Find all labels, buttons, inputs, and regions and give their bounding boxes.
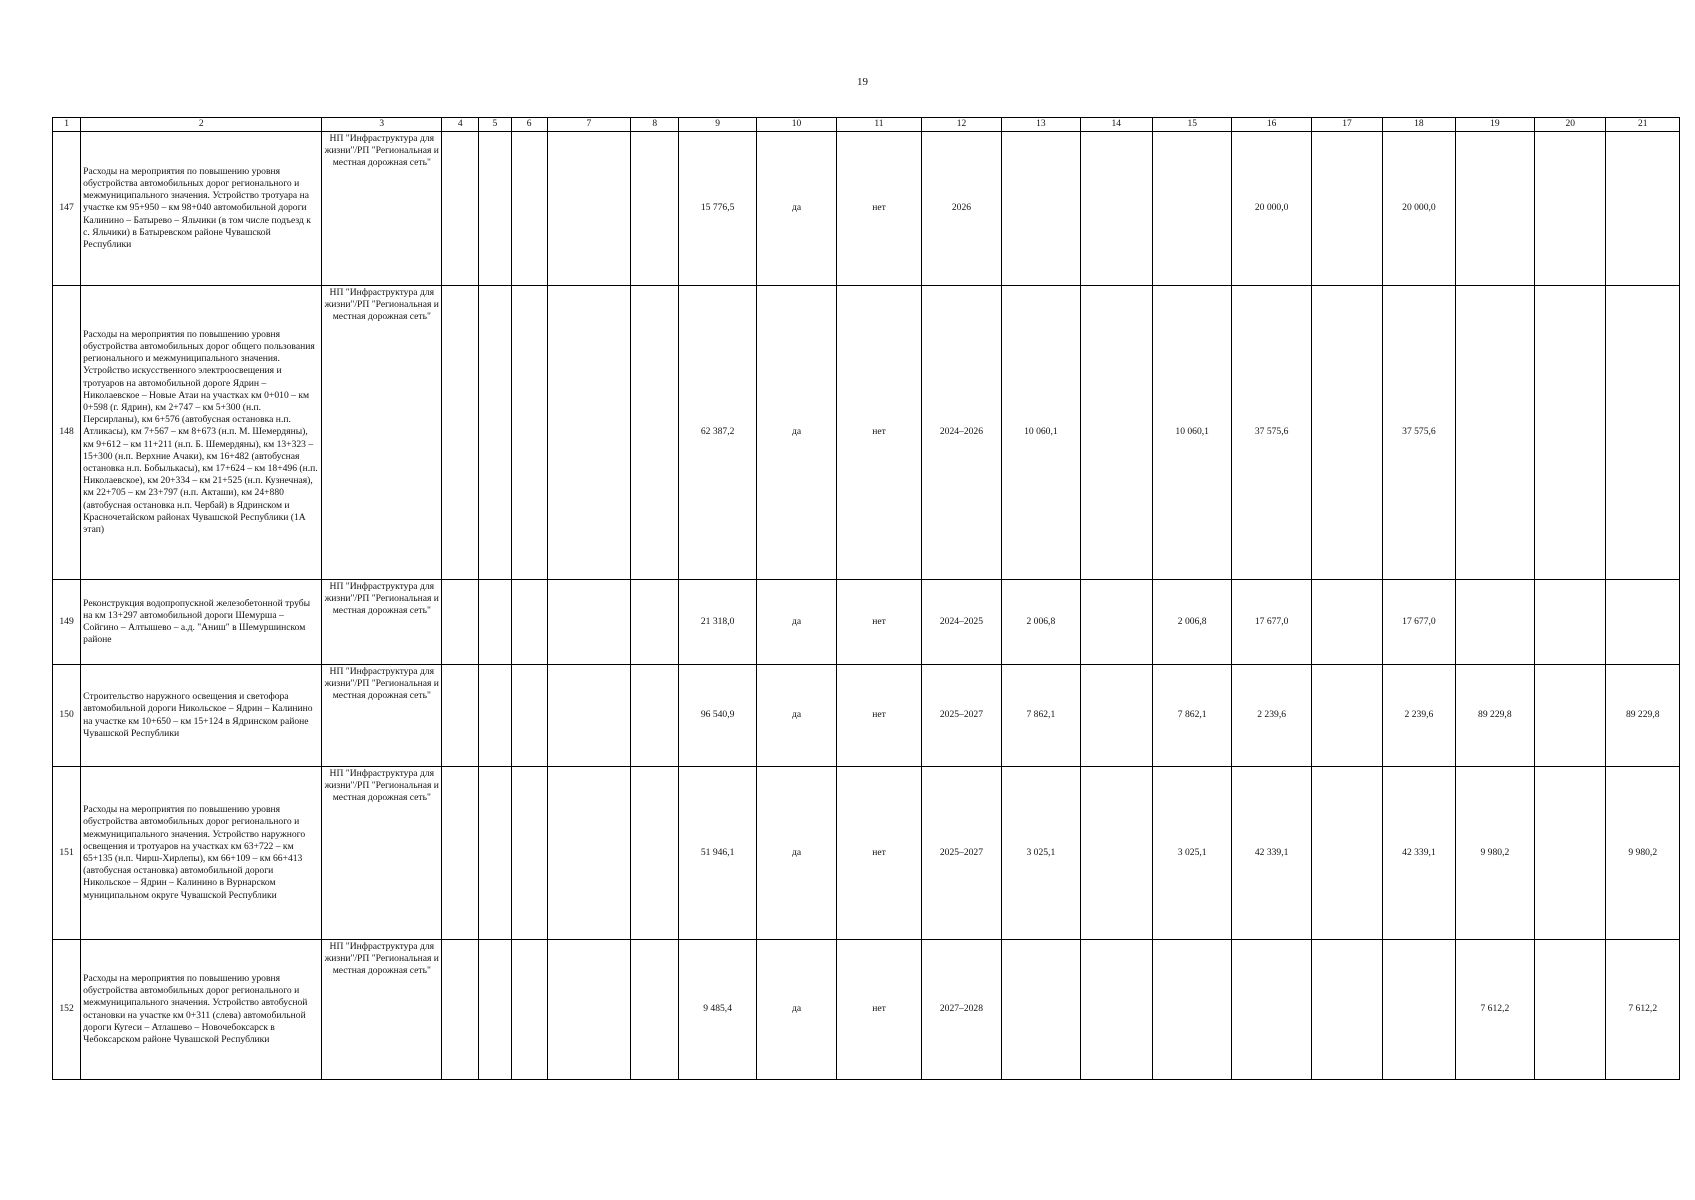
cell — [511, 665, 547, 767]
cell-col11: нет — [837, 580, 921, 665]
cell — [479, 132, 511, 286]
table-row — [53, 940, 1680, 1080]
cell-col10: да — [756, 665, 836, 767]
cell-col15: 2 006,8 — [1152, 580, 1231, 665]
cell-col11: нет — [837, 286, 921, 580]
cell-col11: нет — [837, 665, 921, 767]
row-number: 151 — [53, 767, 81, 940]
activity-description: Строительство наружного освещения и светофора автомобильной дороги Никольское – Ядрин – Калинино на участке км 10+650 – км 15+124 в Ядринском районе Чувашской Республики — [81, 665, 322, 767]
cell-col15: 3 025,1 — [1152, 767, 1231, 940]
cell-col19 — [1455, 132, 1534, 286]
project-name: НП "Инфраструктура для жизни"/РП "Региональная и местная дорожная сеть" — [322, 286, 442, 580]
column-number-row — [53, 118, 1680, 132]
column-header: 2 — [81, 118, 322, 132]
cell — [442, 767, 479, 940]
row-number: 147 — [53, 132, 81, 286]
column-header: 11 — [837, 118, 921, 132]
cell — [1535, 132, 1606, 286]
cell-col16: 17 677,0 — [1232, 580, 1311, 665]
cell-col15: 7 862,1 — [1152, 665, 1231, 767]
cell — [547, 580, 630, 665]
cell — [547, 132, 630, 286]
cell — [1535, 665, 1606, 767]
column-header: 1 — [53, 118, 81, 132]
cell — [1080, 665, 1152, 767]
cell — [479, 665, 511, 767]
cell — [1311, 940, 1382, 1080]
column-header: 4 — [442, 118, 479, 132]
cell-col11: нет — [837, 132, 921, 286]
cell — [1080, 940, 1152, 1080]
cell — [442, 665, 479, 767]
activity-description: Расходы на мероприятия по повышению уровня обустройства автомобильных дорог общего пользования регионального и межмуниципального значения. Устройство искусственного электроосвещения и тротуаров на автомобильной дороге Ядрин – Николаевское – Новые Атаи на участках км 0+010 – км 0+598 (г. Ядрин), км 2+747 – км 5+300 (н.п. Персирланы), км 6+576 (автобусная остановка н.п. Атликасы), км 7+567 – км 8+673 (н.п. М. Шемердяны), км 9+612 – км 11+211 (н.п. Б. Шемердяны), км 13+323 – 15+300 (н.п. Верхние Ачаки), км 16+482 (автобусная остановка н.п. Бобылькасы), км 17+624 – км 18+496 (н.п. Николаевское), км 20+334 – км 21+525 (н.п. Кузнечная), км 22+705 – км 23+797 (н.п. Акташи), км 24+880 (автобусная остановка н.п. Чербай) в Ядринском и Красночетайском районах Чувашской Республики (1А этап) — [81, 286, 322, 580]
cell-col11: нет — [837, 940, 921, 1080]
column-header: 21 — [1606, 118, 1680, 132]
cell-col21 — [1606, 580, 1680, 665]
cell — [547, 665, 630, 767]
table-row — [53, 580, 1680, 665]
cell-col21: 9 980,2 — [1606, 767, 1680, 940]
program-activities-table — [52, 117, 1680, 1080]
cell — [479, 580, 511, 665]
cell — [1311, 286, 1382, 580]
row-number: 149 — [53, 580, 81, 665]
cell-col21: 7 612,2 — [1606, 940, 1680, 1080]
cell — [442, 286, 479, 580]
project-name: НП "Инфраструктура для жизни"/РП "Региональная и местная дорожная сеть" — [322, 767, 442, 940]
cell — [511, 940, 547, 1080]
project-name: НП "Инфраструктура для жизни"/РП "Региональная и местная дорожная сеть" — [322, 665, 442, 767]
cell-col13 — [1002, 940, 1080, 1080]
cell-col10: да — [756, 767, 836, 940]
cell — [1080, 767, 1152, 940]
cell — [1311, 665, 1382, 767]
column-header: 9 — [679, 118, 756, 132]
table-row — [53, 286, 1680, 580]
column-header: 14 — [1080, 118, 1152, 132]
cell — [479, 767, 511, 940]
cell-col19: 9 980,2 — [1455, 767, 1534, 940]
cell — [631, 940, 679, 1080]
cell-col12: 2024–2025 — [921, 580, 1001, 665]
cell — [631, 767, 679, 940]
column-header: 8 — [631, 118, 679, 132]
cell — [1535, 767, 1606, 940]
cell — [1311, 580, 1382, 665]
cell-col9: 51 946,1 — [679, 767, 756, 940]
cell-col19: 7 612,2 — [1455, 940, 1534, 1080]
column-header: 7 — [547, 118, 630, 132]
column-header: 16 — [1232, 118, 1311, 132]
cell-col10: да — [756, 940, 836, 1080]
cell-col10: да — [756, 132, 836, 286]
column-header: 3 — [322, 118, 442, 132]
cell-col9: 62 387,2 — [679, 286, 756, 580]
cell — [442, 132, 479, 286]
cell-col16 — [1232, 940, 1311, 1080]
column-header: 5 — [479, 118, 511, 132]
cell-col13: 10 060,1 — [1002, 286, 1080, 580]
cell-col21 — [1606, 132, 1680, 286]
cell-col18: 20 000,0 — [1383, 132, 1455, 286]
cell-col9: 15 776,5 — [679, 132, 756, 286]
cell-col12: 2025–2027 — [921, 767, 1001, 940]
cell-col12: 2026 — [921, 132, 1001, 286]
cell-col10: да — [756, 286, 836, 580]
cell-col9: 96 540,9 — [679, 665, 756, 767]
cell-col15 — [1152, 940, 1231, 1080]
cell-col18: 17 677,0 — [1383, 580, 1455, 665]
cell — [1535, 286, 1606, 580]
row-number: 152 — [53, 940, 81, 1080]
cell-col11: нет — [837, 767, 921, 940]
activity-description: Расходы на мероприятия по повышению уровня обустройства автомобильных дорог регионального и межмуниципального значения. Устройство автобусной остановки на участке км 0+311 (слева) автомобильной дороги Кугеси – Атлашево – Новочебоксарск в Чебоксарском районе Чувашской Республики — [81, 940, 322, 1080]
cell — [1535, 940, 1606, 1080]
cell-col15: 10 060,1 — [1152, 286, 1231, 580]
cell-col12: 2025–2027 — [921, 665, 1001, 767]
cell — [479, 940, 511, 1080]
cell-col13 — [1002, 132, 1080, 286]
cell — [442, 940, 479, 1080]
cell-col9: 9 485,4 — [679, 940, 756, 1080]
cell-col15 — [1152, 132, 1231, 286]
cell-col19: 89 229,8 — [1455, 665, 1534, 767]
cell-col9: 21 318,0 — [679, 580, 756, 665]
cell — [547, 940, 630, 1080]
cell-col16: 42 339,1 — [1232, 767, 1311, 940]
cell — [631, 286, 679, 580]
cell — [631, 580, 679, 665]
cell-col21: 89 229,8 — [1606, 665, 1680, 767]
column-header: 17 — [1311, 118, 1382, 132]
cell-col12: 2027–2028 — [921, 940, 1001, 1080]
cell — [442, 580, 479, 665]
cell — [511, 132, 547, 286]
cell — [547, 767, 630, 940]
cell-col18: 2 239,6 — [1383, 665, 1455, 767]
column-header: 19 — [1455, 118, 1534, 132]
cell — [1535, 580, 1606, 665]
cell — [511, 580, 547, 665]
cell-col13: 2 006,8 — [1002, 580, 1080, 665]
cell — [1080, 580, 1152, 665]
column-header: 12 — [921, 118, 1001, 132]
table-row — [53, 665, 1680, 767]
row-number: 148 — [53, 286, 81, 580]
cell-col10: да — [756, 580, 836, 665]
activity-description: Расходы на мероприятия по повышению уровня обустройства автомобильных дорог регионального и межмуниципального значения. Устройство наружного освещения и тротуаров на участках км 63+722 – км 65+135 (н.п. Чирш-Хирлепы), км 66+109 – км 66+413 (автобусная остановка) автомобильной дороги Никольское – Ядрин – Калинино в Вурнарском муниципальном округе Чувашской Республики — [81, 767, 322, 940]
cell — [511, 286, 547, 580]
column-header: 10 — [756, 118, 836, 132]
cell — [479, 286, 511, 580]
cell — [631, 132, 679, 286]
cell — [547, 286, 630, 580]
column-header: 20 — [1535, 118, 1606, 132]
column-header: 18 — [1383, 118, 1455, 132]
cell-col16: 37 575,6 — [1232, 286, 1311, 580]
cell — [1080, 132, 1152, 286]
cell — [1311, 767, 1382, 940]
table-row — [53, 132, 1680, 286]
activity-description: Расходы на мероприятия по повышению уровня обустройства автомобильных дорог регионального и межмуниципального значения. Устройство тротуара на участке км 95+950 – км 98+040 автомобильной дороги Калинино – Батырево – Яльчики (в том числе подъезд к с. Яльчики) в Батыревском районе Чувашской Республики — [81, 132, 322, 286]
column-header: 15 — [1152, 118, 1231, 132]
column-header: 6 — [511, 118, 547, 132]
page-number: 19 — [857, 76, 868, 88]
activity-description: Реконструкция водопропускной железобетонной трубы на км 13+297 автомобильной дороги Шемурша – Сойгино – Алтышево – а.д. "Аниш" в Шемуршинском районе — [81, 580, 322, 665]
row-number: 150 — [53, 665, 81, 767]
cell-col18: 42 339,1 — [1383, 767, 1455, 940]
cell-col18: 37 575,6 — [1383, 286, 1455, 580]
cell-col19 — [1455, 286, 1534, 580]
cell-col13: 3 025,1 — [1002, 767, 1080, 940]
cell-col19 — [1455, 580, 1534, 665]
project-name: НП "Инфраструктура для жизни"/РП "Региональная и местная дорожная сеть" — [322, 132, 442, 286]
cell-col12: 2024–2026 — [921, 286, 1001, 580]
cell-col13: 7 862,1 — [1002, 665, 1080, 767]
cell-col18 — [1383, 940, 1455, 1080]
table-row — [53, 767, 1680, 940]
cell-col16: 20 000,0 — [1232, 132, 1311, 286]
cell — [1080, 286, 1152, 580]
cell-col16: 2 239,6 — [1232, 665, 1311, 767]
project-name: НП "Инфраструктура для жизни"/РП "Региональная и местная дорожная сеть" — [322, 580, 442, 665]
cell — [631, 665, 679, 767]
cell — [1311, 132, 1382, 286]
cell — [511, 767, 547, 940]
column-header: 13 — [1002, 118, 1080, 132]
cell-col21 — [1606, 286, 1680, 580]
project-name: НП "Инфраструктура для жизни"/РП "Региональная и местная дорожная сеть" — [322, 940, 442, 1080]
